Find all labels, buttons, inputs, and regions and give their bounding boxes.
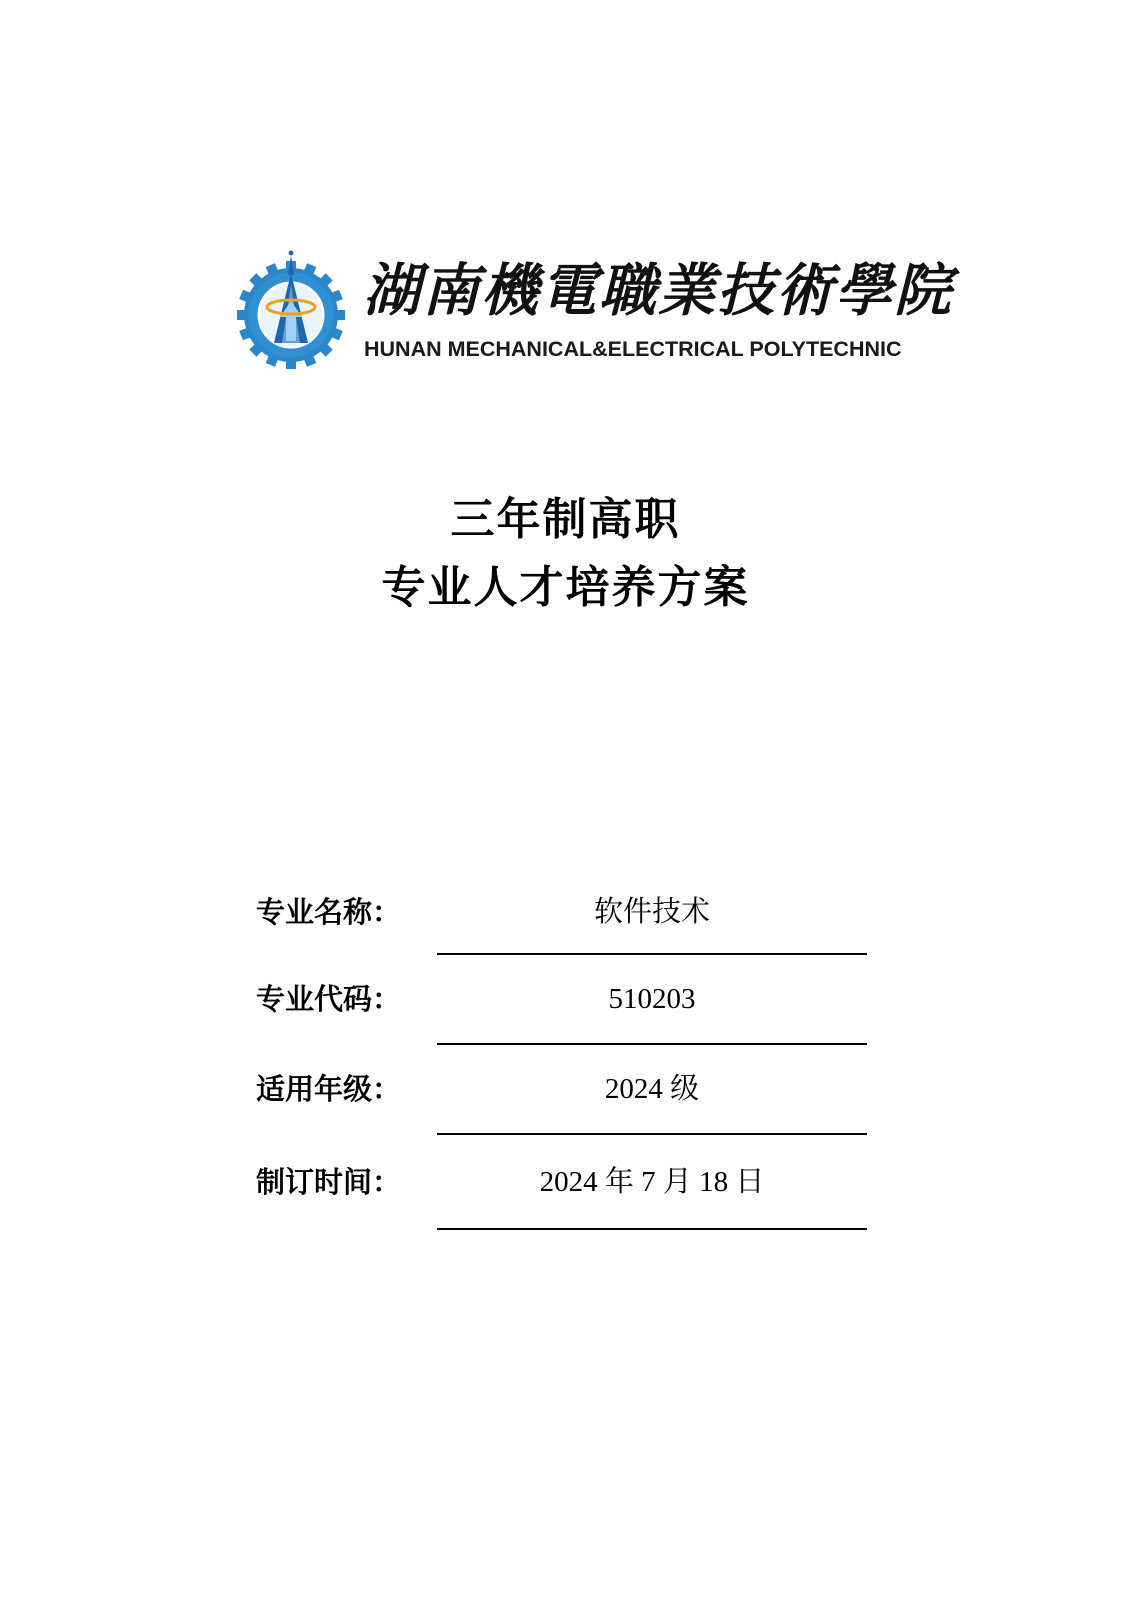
field-value-major-code: 510203 <box>608 983 696 1015</box>
field-label-major-code: 专业代码： <box>256 982 402 1016</box>
school-name-chinese: 湖南機電職業技術學院 <box>363 257 953 324</box>
field-underline <box>437 1228 867 1230</box>
field-underline <box>437 1133 867 1135</box>
field-label-major-name: 专业名称： <box>256 895 402 929</box>
school-seal-icon <box>236 245 346 369</box>
document-title-line-2: 专业人才培养方案 <box>381 562 750 613</box>
field-underline <box>437 1043 867 1045</box>
field-value-major-name: 软件技术 <box>593 896 710 928</box>
field-value-date: 2024 年 7 月 18 日 <box>539 1166 765 1198</box>
school-name-english: HUNAN MECHANICAL&ELECTRICAL POLYTECHNIC <box>364 337 902 361</box>
school-logo <box>236 240 956 370</box>
field-value-grade: 2024 级 <box>604 1073 700 1105</box>
field-label-date: 制订时间： <box>256 1165 402 1199</box>
field-label-grade: 适用年级： <box>256 1072 402 1106</box>
document-title-line-1: 三年制高职 <box>450 494 681 545</box>
field-underline <box>437 953 867 955</box>
